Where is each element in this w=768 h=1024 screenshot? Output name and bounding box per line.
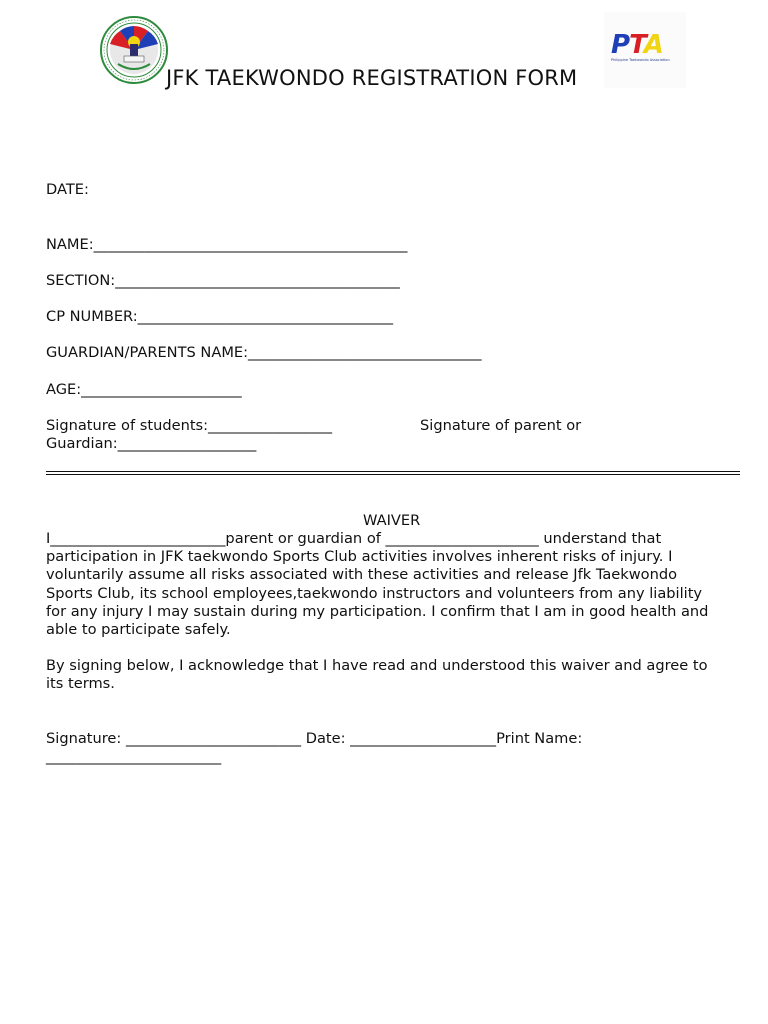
date-field-label: DATE:: [46, 181, 89, 198]
acknowledgement-line: By signing below, I acknowledge that I have read and understood this waiver and agree to: [46, 657, 708, 674]
pta-logo-subtitle: Philippine Taekwondo Association: [611, 58, 670, 62]
guardian-name-field-line: GUARDIAN/PARENTS NAME:________________________________: [46, 344, 482, 361]
guardian-signature-field-line: Guardian:___________________: [46, 435, 257, 452]
acknowledgement-line: its terms.: [46, 675, 115, 693]
waiver-signature-line: Signature: ________________________ Date: ____________________Print Name:: [46, 730, 583, 747]
cp-number-field-line: CP NUMBER:___________________________________: [46, 308, 394, 325]
school-seal-logo-icon: [100, 16, 168, 84]
parent-signature-label: Signature of parent or: [420, 417, 582, 434]
waiver-line: for any injury I may sustain during my participation. I confirm that I am in good health and: [46, 602, 709, 620]
pta-logo-icon: [604, 12, 686, 88]
page-title: JFK TAEKWONDO REGISTRATION FORM: [166, 66, 578, 90]
pta-logo-letters: PTA: [611, 30, 663, 60]
waiver-line: participation in JFK taekwondo Sports Club activities involves inherent risks of injury. I: [46, 548, 673, 566]
section-field-line: SECTION:_______________________________________: [46, 272, 400, 289]
section-divider-bottom: [46, 474, 740, 475]
waiver-heading: WAIVER: [363, 512, 421, 529]
waiver-signature-block: [46, 730, 582, 766]
waiver-paragraph: [46, 530, 746, 639]
acknowledgement-paragraph: [46, 657, 746, 693]
waiver-line: I________________________parent or guardian of _____________________ understand that: [46, 530, 662, 547]
waiver-line: Sports Club, its school employees,taekwondo instructors and volunteers from any liability: [46, 584, 703, 602]
waiver-line: voluntarily assume all risks associated with these activities and release Jfk Taekwondo: [46, 566, 678, 584]
age-field-line: AGE:______________________: [46, 381, 242, 398]
name-field-line: NAME:___________________________________________: [46, 236, 408, 253]
section-divider-top: [46, 471, 740, 472]
waiver-line: able to participate safely.: [46, 620, 231, 638]
student-signature-field-line: Signature of students:_________________: [46, 417, 333, 434]
print-name-line: ________________________: [46, 748, 222, 766]
